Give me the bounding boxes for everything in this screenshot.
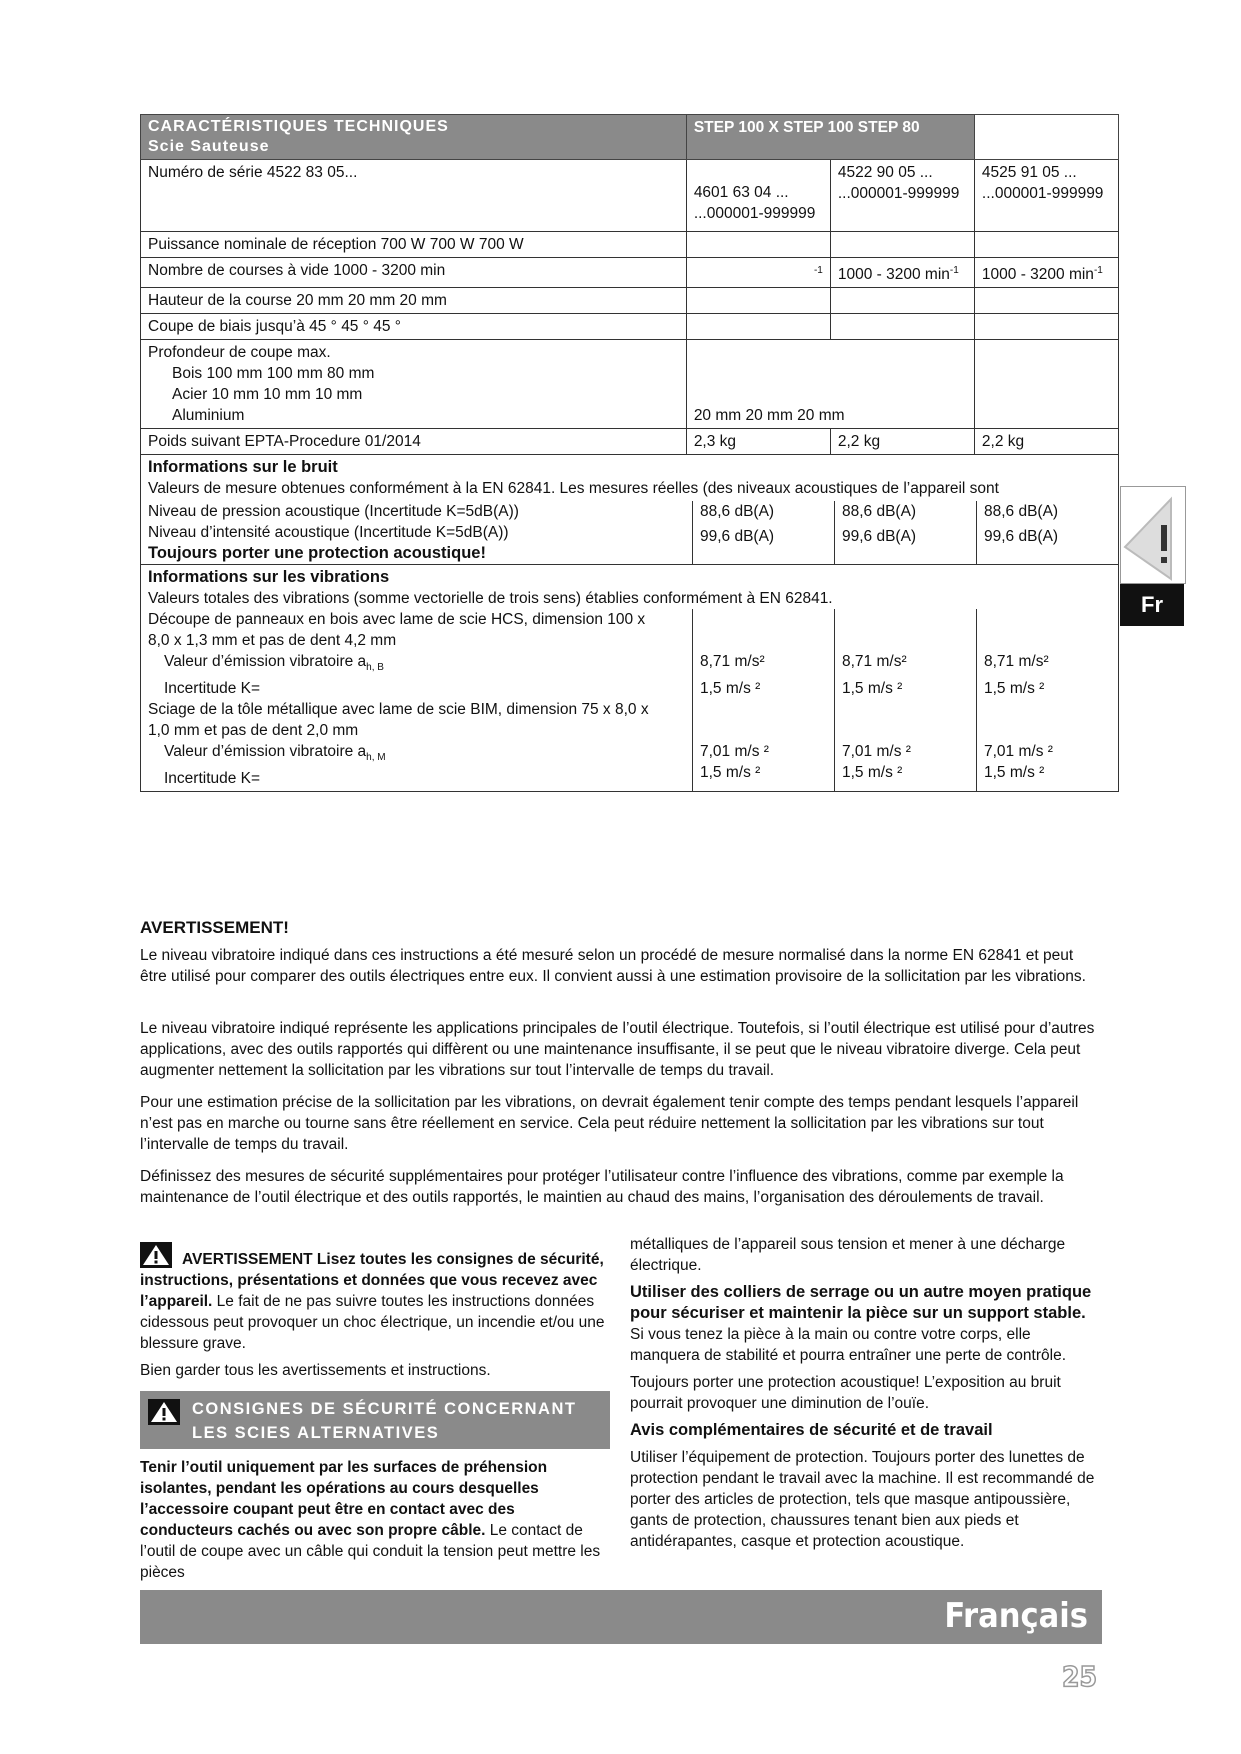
noise-row	[141, 455, 1119, 565]
depth-wood: Bois 100 mm 100 mm 80 mm	[172, 365, 375, 383]
stroke-height-c4	[974, 288, 1118, 314]
noise-title: Informations sur le bruit	[148, 458, 338, 477]
section-band-title: CONSIGNES DE SÉCURITÉ CONCERNANT LES SCIES ALTERNATIVES	[192, 1400, 577, 1442]
serial-c3-value: 4522 90 05 ...	[837, 164, 933, 181]
vib-metal-uncert-c3: 1,5 m/s ²	[842, 764, 903, 782]
strokes-c3-value: 1000 - 3200 min	[837, 266, 950, 284]
emission-sub-hb: h, B	[366, 662, 384, 674]
noise-values	[141, 501, 1118, 564]
strokes-c4-sup: -1	[1093, 265, 1103, 276]
noise-labels	[141, 501, 693, 564]
noise-pressure-c3: 88,6 dB(A)	[842, 503, 917, 521]
vibration-wood-desc: Découpe de panneaux en bois avec lame de scie HCS, dimension 100 x 8,0 x 1,3 mm et pas de dent 4,2 mm	[148, 611, 646, 650]
vibration-block	[141, 565, 1119, 792]
noise-pressure-c2: 88,6 dB(A)	[700, 503, 775, 521]
vib-metal-emission-c4: 7,01 m/s ²	[984, 743, 1053, 761]
emission-label-text-2: Valeur d’émission vibratoire a	[164, 743, 367, 761]
spec-subtitle: Scie Sauteuse	[148, 138, 270, 155]
serial-c4	[974, 160, 1118, 232]
hold-tool-text: Le contact de l’outil de coupe avec un câble qui conduit la tension peut mettre les pièces	[140, 1522, 601, 1581]
side-lang-label: Fr	[1120, 584, 1184, 626]
spec-header-blank	[974, 115, 1118, 160]
warning-paragraph-2: Le niveau vibratoire indiqué représente les applications principales de l’outil électrique. Toutefois, si l’outil électrique est utilisé pour d’autres applications, avec des outils rapportés qui diffèrent ou une maintenance insuffisante, il se peut que le niveau vibratoire diverge. Cela peut augmenter nettement la sollicitation par les vibrations sur tout l’intervalle de temps du travail.	[140, 1020, 1095, 1079]
serial-row	[141, 160, 1119, 232]
vibration-metal-emission-label	[148, 741, 685, 768]
depth-steel: Acier 10 mm 10 mm 10 mm	[172, 386, 363, 404]
serial-c3	[830, 160, 974, 232]
stroke-height-label: Hauteur de la course 20 mm 20 mm 20 mm	[141, 288, 687, 314]
power-c2	[686, 232, 830, 258]
spec-table	[140, 114, 1119, 792]
noise-intro: Valeurs de mesure obtenues conformément à la EN 62841. Les mesures réelles (des niveaux acoustiques de l’appareil sont	[148, 480, 999, 498]
page-number: 25	[1062, 1660, 1098, 1693]
depth-row	[141, 340, 1119, 429]
vib-metal-emission-c2: 7,01 m/s ²	[700, 743, 769, 761]
strokes-c3	[830, 258, 974, 288]
vib-wood-uncert-c3: 1,5 m/s ²	[842, 680, 903, 698]
emission-label-text: Valeur d’émission vibratoire a	[164, 653, 367, 671]
footer-language: Français	[944, 1596, 1088, 1636]
side-warning-box	[1120, 486, 1186, 584]
vibration-values	[141, 609, 1118, 791]
depth-label: Profondeur de coupe max.	[148, 344, 331, 362]
spec-header-title	[141, 115, 687, 160]
serial-c2-value: 4601 63 04 ...	[693, 184, 789, 201]
footer-bar	[140, 1590, 1102, 1644]
warning-paragraph-3: Pour une estimation précise de la sollicitation par les vibrations, on devrait également tenir compte des temps pendant lesquels l’appareil n’est pas en marche ou tourne sans être réellement en service. Cela peut réduire nettement la sollicitation par les vibrations sur tout l’intervalle de temps du travail.	[140, 1094, 1079, 1153]
bevel-label: Coupe de biais jusqu’à 45 ° 45 ° 45 °	[141, 314, 687, 340]
power-row	[141, 232, 1119, 258]
spec-title: CARACTÉRISTIQUES TECHNIQUES	[148, 118, 449, 135]
keep-instructions: Bien garder tous les avertissements et instructions.	[140, 1362, 491, 1379]
vibration-metal-desc: Sciage de la tôle métallique avec lame de scie BIM, dimension 75 x 8,0 x 1,0 mm et pas de dent 2,0 mm	[148, 701, 649, 740]
strokes-c2	[686, 258, 830, 288]
continuation-text: métalliques de l’appareil sous tension et mener à une décharge électrique.	[630, 1236, 1066, 1274]
vibration-row	[141, 565, 1119, 792]
weight-c3: 2,2 kg	[830, 429, 974, 455]
stroke-height-row	[141, 288, 1119, 314]
strokes-c2-sup: -1	[813, 265, 823, 276]
bevel-c2	[686, 314, 830, 340]
models-label: STEP 100 X STEP 100 STEP 80	[693, 119, 920, 136]
bevel-row	[141, 314, 1119, 340]
warning-icon	[1121, 487, 1185, 583]
vib-wood-emission-c2: 8,71 m/s²	[700, 653, 765, 671]
weight-row	[141, 429, 1119, 455]
serial-label: Numéro de série 4522 83 05...	[141, 160, 687, 232]
vibration-wood-emission-label	[148, 651, 685, 678]
stroke-height-c3	[830, 288, 974, 314]
strokes-c4-value: 1000 - 3200 min	[981, 266, 1094, 284]
noise-c3	[835, 501, 977, 564]
vib-metal-uncert-c4: 1,5 m/s ²	[984, 764, 1045, 782]
vib-metal-emission-c3: 7,01 m/s ²	[842, 743, 911, 761]
vibration-title: Informations sur les vibrations	[148, 568, 390, 587]
noise-intensity-label: Niveau d’intensité acoustique (Incertitude K=5dB(A))	[148, 524, 509, 542]
right-column	[630, 1234, 1102, 1558]
warning-paragraph-4: Définissez des mesures de sécurité supplémentaires pour protéger l’utilisateur contre l’influence des vibrations, comme par exemple la maintenance de l’outil électrique et des outils rapportés, le maintien au chaud des mains, l’organisation des déroulements de travail.	[140, 1168, 1064, 1206]
depth-labels	[141, 340, 687, 429]
clamp-bold: Utiliser des colliers de serrage ou un autre moyen pratique pour sécuriser et maintenir la pièce sur un support stable.	[630, 1283, 1092, 1322]
warning-triangle-icon	[140, 1242, 172, 1268]
hold-tool-bold: Tenir l’outil uniquement par les surfaces de préhension isolantes, pendant les opérations au cours desquelles l’accessoire coupant peut être en contact avec des conducteurs cachés ou avec son propre câble.	[140, 1459, 548, 1539]
bevel-c4	[974, 314, 1118, 340]
vib-wood-uncert-c2: 1,5 m/s ²	[700, 680, 761, 698]
vib-wood-uncert-c4: 1,5 m/s ²	[984, 680, 1045, 698]
stroke-height-c2	[686, 288, 830, 314]
strokes-row	[141, 258, 1119, 288]
noise-intensity-c4: 99,6 dB(A)	[984, 528, 1059, 546]
noise-block	[141, 455, 1119, 565]
vibration-c3	[834, 609, 976, 791]
vib-metal-uncert-c2: 1,5 m/s ²	[700, 764, 761, 782]
clamp-instructions	[630, 1282, 1102, 1366]
extra-safety-title: Avis complémentaires de sécurité et de travail	[630, 1421, 993, 1439]
weight-label: Poids suivant EPTA-Procedure 01/2014	[141, 429, 687, 455]
warning-paragraph-1: Le niveau vibratoire indiqué dans ces instructions a été mesuré selon un procédé de mesure normalisé dans la norme EN 62841 et peut être utilisé pour comparer des outils électriques entre eux. Il convient aussi à une estimation provisoire de la sollicitation par les vibrations.	[140, 947, 1086, 985]
power-c3	[830, 232, 974, 258]
left-column	[140, 1242, 610, 1589]
noise-pressure-c4: 88,6 dB(A)	[984, 503, 1059, 521]
ear-protection-text: Toujours porter une protection acoustique! L’exposition au bruit pourrait provoquer une diminution de l’ouïe.	[630, 1374, 1061, 1412]
power-c4	[974, 232, 1118, 258]
power-label: Puissance nominale de réception 700 W 700 W 700 W	[141, 232, 687, 258]
safety-warning-text: Le fait de ne pas suivre toutes les instructions données cidessous peut provoquer un choc électrique, un incendie et/ou une blessure grave.	[140, 1293, 605, 1352]
noise-c4	[977, 501, 1118, 564]
noise-intensity-c2: 99,6 dB(A)	[700, 528, 775, 546]
vibration-wood-uncert-label: Incertitude K=	[164, 680, 261, 698]
section-band-reciprocating-saws	[140, 1391, 610, 1449]
emission-sub-hm: h, M	[366, 752, 386, 764]
depth-alu-values: 20 mm 20 mm 20 mm	[693, 407, 845, 425]
vibration-c4	[976, 609, 1118, 791]
strokes-c3-sup: -1	[949, 265, 959, 276]
weight-c4: 2,2 kg	[974, 429, 1118, 455]
vibration-c2	[692, 609, 834, 791]
bevel-c3	[830, 314, 974, 340]
extra-safety-text: Utiliser l’équipement de protection. Toujours porter des lunettes de protection pendant le travail avec la machine. Il est recommandé de porter des articles de protection, tels que masque antipoussière, gants de protection, chaussures tenant bien aux pieds et antidérapantes, casque et protection acoustique.	[630, 1449, 1095, 1550]
spec-header-models	[686, 115, 974, 160]
strokes-c4	[974, 258, 1118, 288]
vibration-metal-uncert-label: Incertitude K=	[164, 770, 261, 788]
safety-warning	[140, 1242, 610, 1354]
vibration-intro: Valeurs totales des vibrations (somme vectorielle de trois sens) établies conformément à EN 62841.	[148, 590, 833, 608]
weight-c2: 2,3 kg	[686, 429, 830, 455]
hold-tool-instructions	[140, 1457, 610, 1583]
noise-protection: Toujours porter une protection acoustique!	[148, 544, 486, 563]
serial-c4-range: ...000001-999999	[981, 185, 1104, 202]
noise-intensity-c3: 99,6 dB(A)	[842, 528, 917, 546]
serial-c2	[686, 160, 830, 232]
serial-c3-range: ...000001-999999	[837, 185, 960, 202]
depth-values	[686, 340, 974, 429]
noise-c2	[693, 501, 835, 564]
noise-pressure-label: Niveau de pression acoustique (Incertitude K=5dB(A))	[148, 503, 519, 521]
vib-wood-emission-c3: 8,71 m/s²	[842, 653, 907, 671]
vibration-labels	[141, 609, 692, 791]
strokes-label: Nombre de courses à vide 1000 - 3200 min	[141, 258, 687, 288]
safety-warning-bold: AVERTISSEMENT Lisez toutes les consignes de sécurité, instructions, présentations et données que vous recevez avec l’appareil.	[140, 1251, 604, 1310]
serial-c2-range: ...000001-999999	[693, 205, 816, 222]
side-language-tab	[1120, 486, 1184, 626]
warning-title: AVERTISSEMENT!	[140, 918, 289, 937]
clamp-text: Si vous tenez la pièce à la main ou contre votre corps, elle manquera de stabilité et pourra entraîner une perte de contrôle.	[630, 1326, 1066, 1364]
vib-wood-emission-c4: 8,71 m/s²	[984, 653, 1049, 671]
serial-c4-value: 4525 91 05 ...	[981, 164, 1077, 181]
depth-c4	[974, 340, 1118, 429]
depth-alu: Aluminium	[172, 407, 245, 425]
warning-triangle-icon-2	[148, 1399, 180, 1425]
spec-header-row	[141, 115, 1119, 160]
